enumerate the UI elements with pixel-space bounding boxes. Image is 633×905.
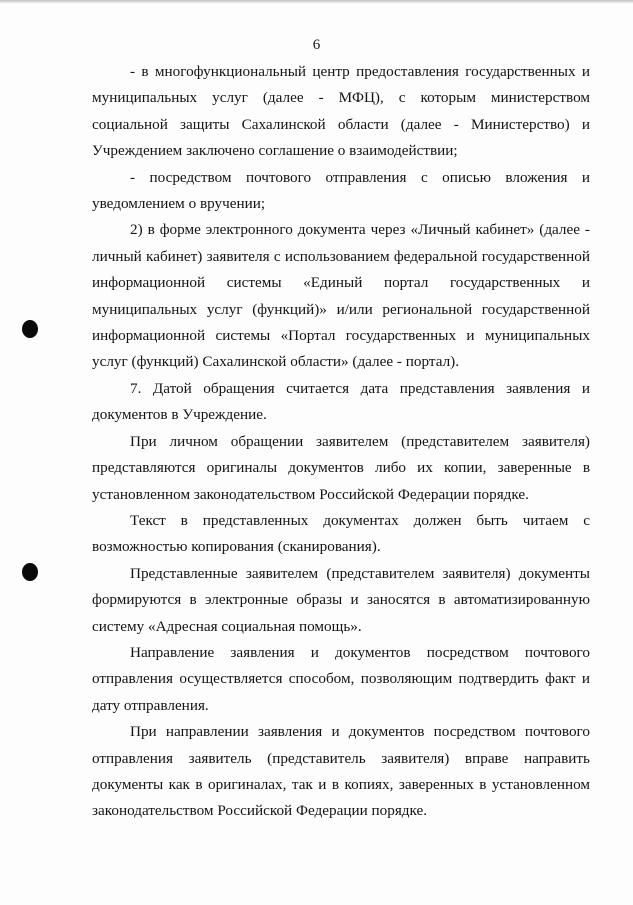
punch-hole-icon [22, 320, 38, 338]
paragraph-electronic: 2) в форме электронного документа через «Личный кабинет» (далее - личный кабинет) заявителя с использованием федеральной государственной информационной системы «Единый портал государственных и муниципальных услуг (функций)» и/или региональной государственной информационной системы «Портал государственных и муниципальных услуг (функций) Сахалинской области» (далее - портал). [92, 221, 590, 371]
paragraph-application-date: 7. Датой обращения считается дата представления заявления и документов в Учреждение. [92, 379, 590, 424]
document-body [92, 59, 590, 825]
paragraph-readability: Текст в представленных документах должен быть читаем с возможностью копирования (сканирования). [92, 511, 590, 556]
page-number: 6 [312, 37, 321, 53]
paragraph-postal: - посредством почтового отправления с описью вложения и уведомлением о вручении; [92, 168, 590, 213]
paragraph-postal-copies: При направлении заявления и документов посредством почтового отправления заявитель (представитель заявителя) вправе направить документы как в оригиналах, так и в копиях, заверенных в установленном законодательством Российской Федерации порядке. [92, 723, 590, 820]
paragraph-personal-visit: При личном обращении заявителем (представителем заявителя) представляются оригиналы документов либо их копии, заверенные в установленном законодательством Российской Федерации порядке. [92, 432, 590, 503]
paragraph-mfc: - в многофункциональный центр предоставления государственных и муниципальных услуг (далее - МФЦ), с которым министерством социальной защиты Сахалинской области (далее - Министерство) и Учреждением заключено соглашение о взаимодействии; [92, 63, 590, 160]
scan-edge-shadow [0, 0, 633, 4]
punch-hole-icon [22, 563, 38, 581]
paragraph-scanning: Представленные заявителем (представителем заявителя) документы формируются в электронные образы и заносятся в автоматизированную систему «Адресная социальная помощь». [92, 564, 590, 635]
paragraph-postal-method: Направление заявления и документов посредством почтового отправления осуществляется способом, позволяющим подтвердить факт и дату отправления. [92, 643, 590, 714]
